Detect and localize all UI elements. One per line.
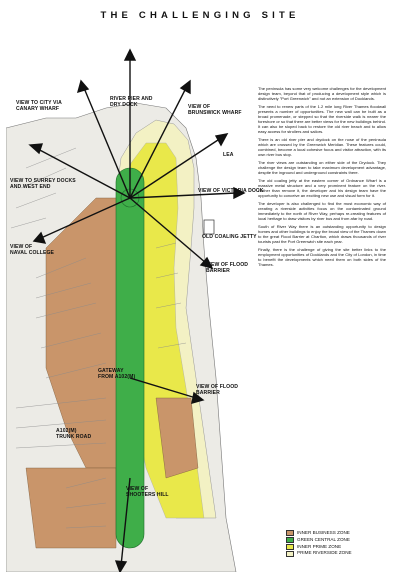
label-view-naval: VIEW OF NAVAL COLLEGE	[10, 244, 55, 256]
legend-swatch	[286, 537, 294, 543]
legend-label: GREEN CENTRAL ZONE	[297, 536, 350, 542]
legend-item	[286, 530, 352, 537]
paragraph: There is an old river pier and drydock on the nose of the peninsula which are crossed by the Greenwich Meridian. These features could, combined, become a local cohesive focus and visitor attraction, with its own river bus stop.	[258, 137, 386, 158]
label-view-victoria: VIEW OF VICTORIA DOCK	[198, 188, 264, 194]
label-gateway: GATEWAY FROM A102(M)	[98, 368, 136, 380]
paragraph: The river views are outstanding on either side of the Drydock. They challenge the design team to take maximum development advantage, despite the inground and underground constraints there.	[258, 160, 386, 176]
legend-label: PRIME RIVERSIDE ZONE	[297, 550, 352, 556]
paragraph: The old coaling jetty at the eastern corner of Ordnance Wharf is a massive metal structure and a very prominent feature on the river. Rather than remove it, the developer and his design team have the opportunity to conceive an exciting new use and visual form for it.	[258, 177, 386, 199]
label-a102-road: A102(M) TRUNK ROAD	[56, 428, 92, 440]
paragraph: Finally, there is the challenge of giving the site better links to the employment opportunities of Docklands and the City of London, in time to benefit the developments which need them on both sides of the Thames.	[258, 246, 386, 268]
label-river-pier: RIVER PIER AND DRY DOCK	[110, 96, 153, 108]
legend-swatch	[286, 544, 294, 550]
label-view-surrey: VIEW TO SURREY DOCKS AND WEST END	[10, 178, 76, 190]
legend-label: INNER PRIME ZONE	[297, 543, 342, 549]
label-view-city: VIEW TO CITY VIA CANARY WHARF	[16, 100, 62, 112]
paragraph: South of River Way there is an outstanding opportunity to design homes and other buildings to enjoy the broad view of the Thames down to the great Flood Barrier at Charlton, which draws thousands of river tourists past the Port Greenwich site each year.	[258, 223, 386, 245]
legend	[286, 530, 352, 557]
legend-item	[286, 537, 352, 544]
label-view-brunswick: VIEW OF BRUNSWICK WHARF	[188, 104, 242, 116]
legend-item	[286, 550, 352, 557]
label-lea: LEA	[223, 152, 234, 158]
legend-label: INNER BUSINESS ZONE	[297, 530, 350, 535]
label-old-jetty: OLD COALING JETTY	[202, 234, 257, 240]
paragraph: The developer is also challenged to find the most economic way of creating a riverside activities focus on the contaminated ground immediately to the north of River Way, perhaps re-creating features of local heritage to draw visitors by river bus and from afar by road.	[258, 200, 386, 222]
legend-swatch	[286, 530, 294, 536]
zone-inner-business-southwest	[26, 468, 116, 548]
page-title: THE CHALLENGING SITE	[100, 10, 300, 21]
label-view-flood-barrier-1: VIEW OF FLOOD BARRIER	[206, 262, 249, 274]
label-view-flood-barrier-2: VIEW OF FLOOD BARRIER	[196, 384, 239, 396]
legend-item	[286, 544, 352, 551]
legend-swatch	[286, 551, 294, 557]
label-view-shooters: VIEW OF SHOOTERS HILL	[126, 486, 169, 498]
paragraph: The peninsula has some very welcome challenges for the development design team, beyond that of producing a development style which is distinctively "Port Greenwich" and not an extension of Docklands.	[258, 86, 386, 102]
description-text	[258, 86, 386, 270]
paragraph: The need to renew parts of the 1.2 mile long River Thames floodwall presents a number of opportunities. The new wall can be built as a broad promenade, or stepped so that the riverside walk is nearer the foreshore or so that there are better views for the new buildings behind. It can also be sloped back to restore the old river beach and to allow easy access for strollers and sailors.	[258, 103, 386, 135]
